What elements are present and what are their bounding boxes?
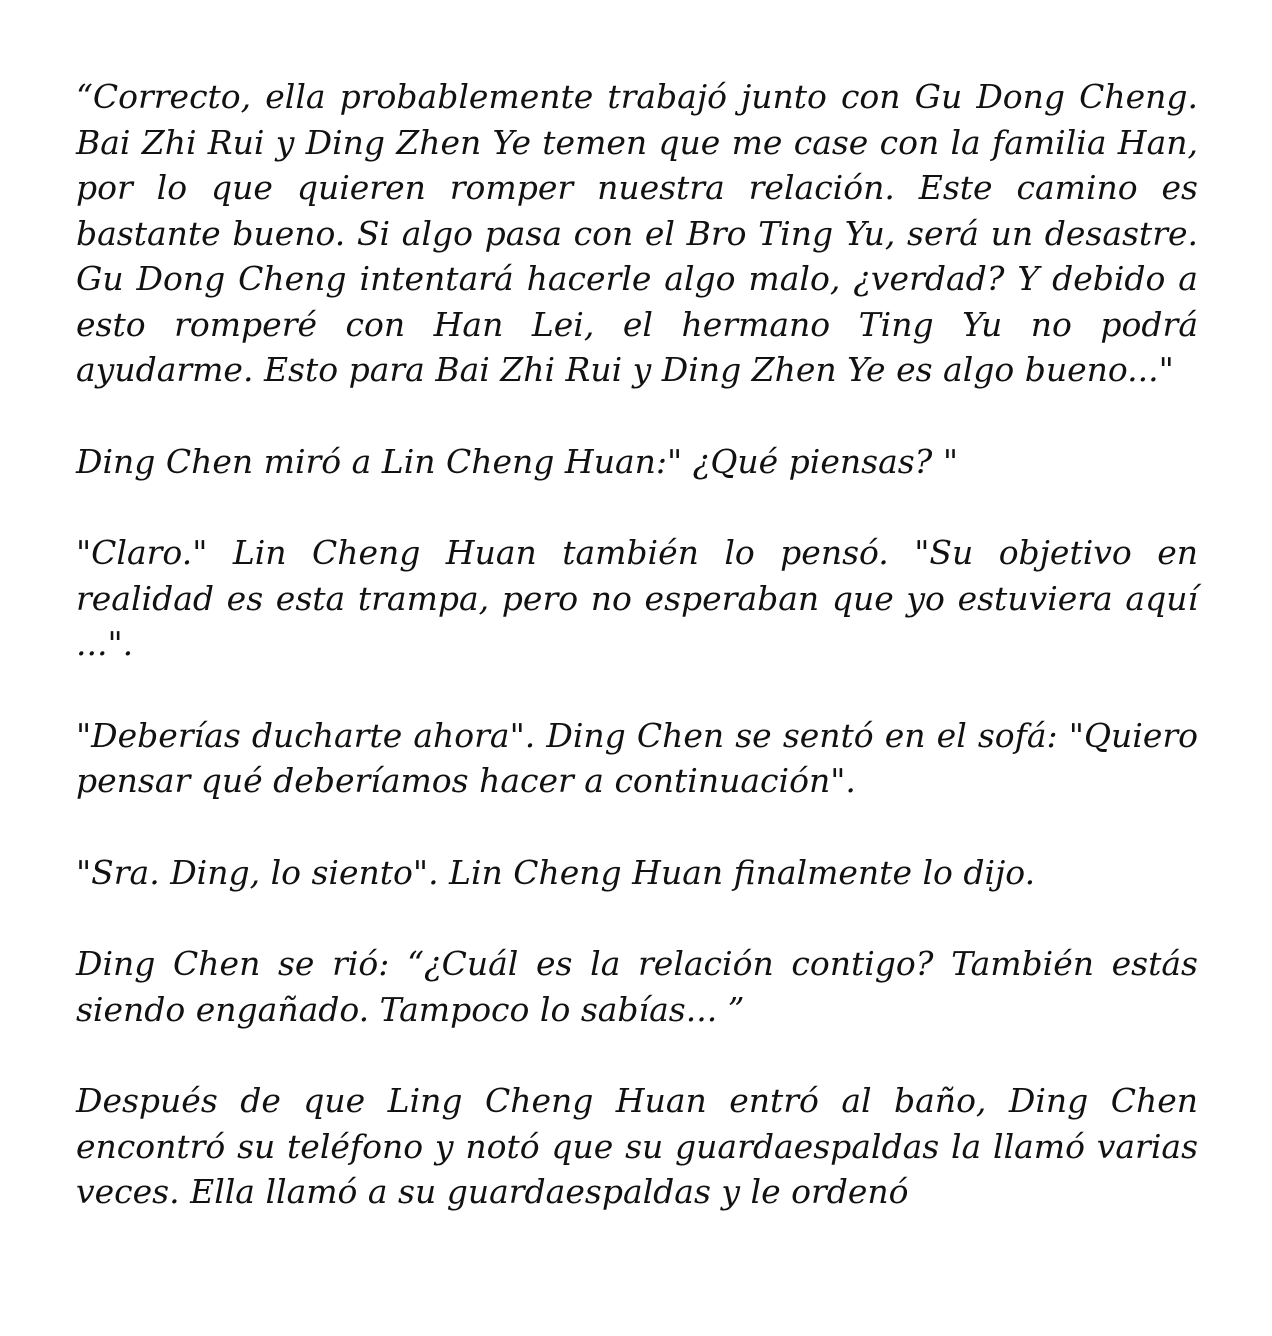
paragraph-7: Después de que Ling Cheng Huan entró al baño, Ding Chen encontró su teléfono y notó que su guardaespaldas la llamó varias veces. Ella llamó a su guardaespaldas y le ordenó <box>76 1081 1198 1211</box>
paragraph-1: “Correcto, ella probablemente trabajó junto con Gu Dong Cheng. Bai Zhi Rui y Ding Zhen Ye temen que me case con la familia Han, por lo que quieren romper nuestra relación. Este camino es bastante bueno. Si algo pasa con el Bro Ting Yu, será un desastre. Gu Dong Cheng intentará hacerle algo malo, ¿verdad? Y debido a esto romperé con Han Lei, el hermano Ting Yu no podrá ayudarme. Esto para Bai Zhi Rui y Ding Zhen Ye es algo bueno..." <box>76 77 1198 389</box>
paragraph-2: Ding Chen miró a Lin Cheng Huan:" ¿Qué piensas? " <box>76 441 959 481</box>
paragraph-4: "Deberías ducharte ahora". Ding Chen se sentó en el sofá: "Quiero pensar qué deberíamos hacer a continuación". <box>76 715 1198 800</box>
paragraph-5: "Sra. Ding, lo siento". Lin Cheng Huan finalmente lo dijo. <box>76 852 1036 892</box>
paragraph-3: "Claro." Lin Cheng Huan también lo pensó. "Su objetivo en realidad es esta trampa, pero no esperaban que yo estuviera aquí ...". <box>76 533 1198 663</box>
paragraph-6: Ding Chen se rió: “¿Cuál es la relación contigo? También estás siendo engañado. Tampoco lo sabías... ” <box>76 944 1198 1029</box>
